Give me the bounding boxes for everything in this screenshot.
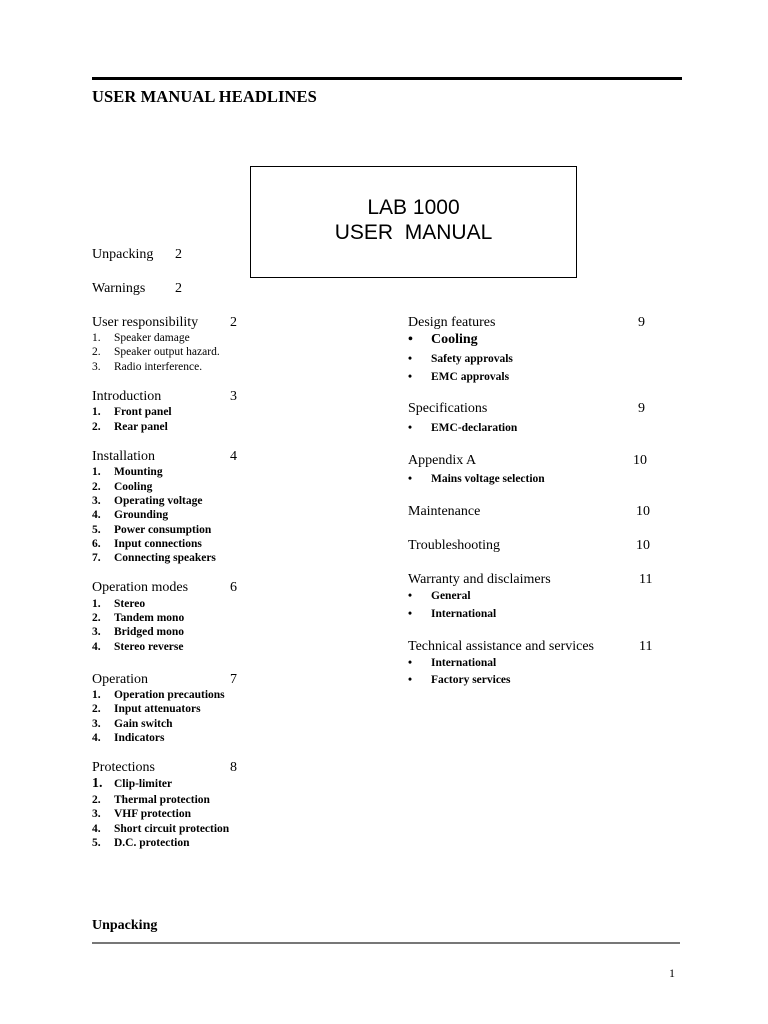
list-item: 3. VHF protection [92,808,191,820]
list-item: 4. Indicators [92,732,165,744]
list-item: • International [408,608,497,620]
document-heading: USER MANUAL HEADLINES [92,87,317,106]
list-item: • EMC approvals [408,371,510,383]
toc-section-user-responsibility: User responsibility 2 [92,315,237,330]
list-item: 6. Input connections [92,538,202,550]
list-item: 2. Input attenuators [92,703,201,715]
title-line-1: LAB 1000 [367,196,460,219]
list-item: 3. Gain switch [92,718,173,730]
toc-section-warranty: Warranty and disclaimers 11 [408,572,653,587]
toc-section-design-features: Design features 9 [408,315,645,330]
list-item: 1. Clip-limiter [92,776,173,791]
list-item: 1. Operation precautions [92,689,225,701]
list-item: • Mains voltage selection [408,473,545,485]
toc-section-installation: Installation 4 [92,449,237,464]
list-item: 3. Bridged mono [92,626,184,638]
list-item: 3. Radio interference. [92,361,203,373]
page-number: 1 [669,966,675,980]
list-item: • Cooling [408,332,478,347]
list-item: 2. Cooling [92,481,153,493]
list-item: • General [408,590,471,602]
title-line-2: USER MANUAL [334,221,493,244]
top-rule [92,77,682,80]
list-item: 2. Tandem mono [92,612,185,624]
list-item: 1. Speaker damage [92,332,190,344]
toc-section-specifications: Specifications 9 [408,401,645,416]
list-item: • Safety approvals [408,353,513,365]
list-item: 5. D.C. protection [92,837,190,849]
list-item: 2. Thermal protection [92,794,210,806]
toc-section-technical-assistance: Technical assistance and services 11 [408,639,653,654]
list-item: 7. Connecting speakers [92,552,216,564]
toc-section-maintenance: Maintenance 10 [408,504,650,519]
list-item: • Factory services [408,674,511,686]
list-item: 4. Grounding [92,509,169,521]
toc-section-operation: Operation 7 [92,672,237,687]
toc-section-operation-modes: Operation modes 6 [92,580,237,595]
list-item: 2. Speaker output hazard. [92,346,220,358]
list-item: 4. Stereo reverse [92,641,184,653]
list-item: • EMC-declaration [408,422,518,434]
list-item: 1. Mounting [92,466,163,478]
toc-section-introduction: Introduction 3 [92,389,237,404]
toc-section-troubleshooting: Troubleshooting 10 [408,538,650,553]
toc-section-protections: Protections 8 [92,760,237,775]
toc-section-unpacking: Unpacking 2 [92,247,182,262]
bottom-rule [92,942,680,944]
list-item: 2. Rear panel [92,421,168,433]
list-item: 1. Stereo [92,598,146,610]
toc-section-warnings: Warnings 2 [92,281,182,296]
title-box [250,166,577,278]
list-item: 4. Short circuit protection [92,823,230,835]
list-item: 5. Power consumption [92,524,212,536]
list-item: 3. Operating voltage [92,495,203,507]
list-item: 1. Front panel [92,406,172,418]
list-item: • International [408,657,497,669]
section-heading-unpacking: Unpacking [92,918,158,933]
toc-section-appendix-a: Appendix A 10 [408,453,647,468]
